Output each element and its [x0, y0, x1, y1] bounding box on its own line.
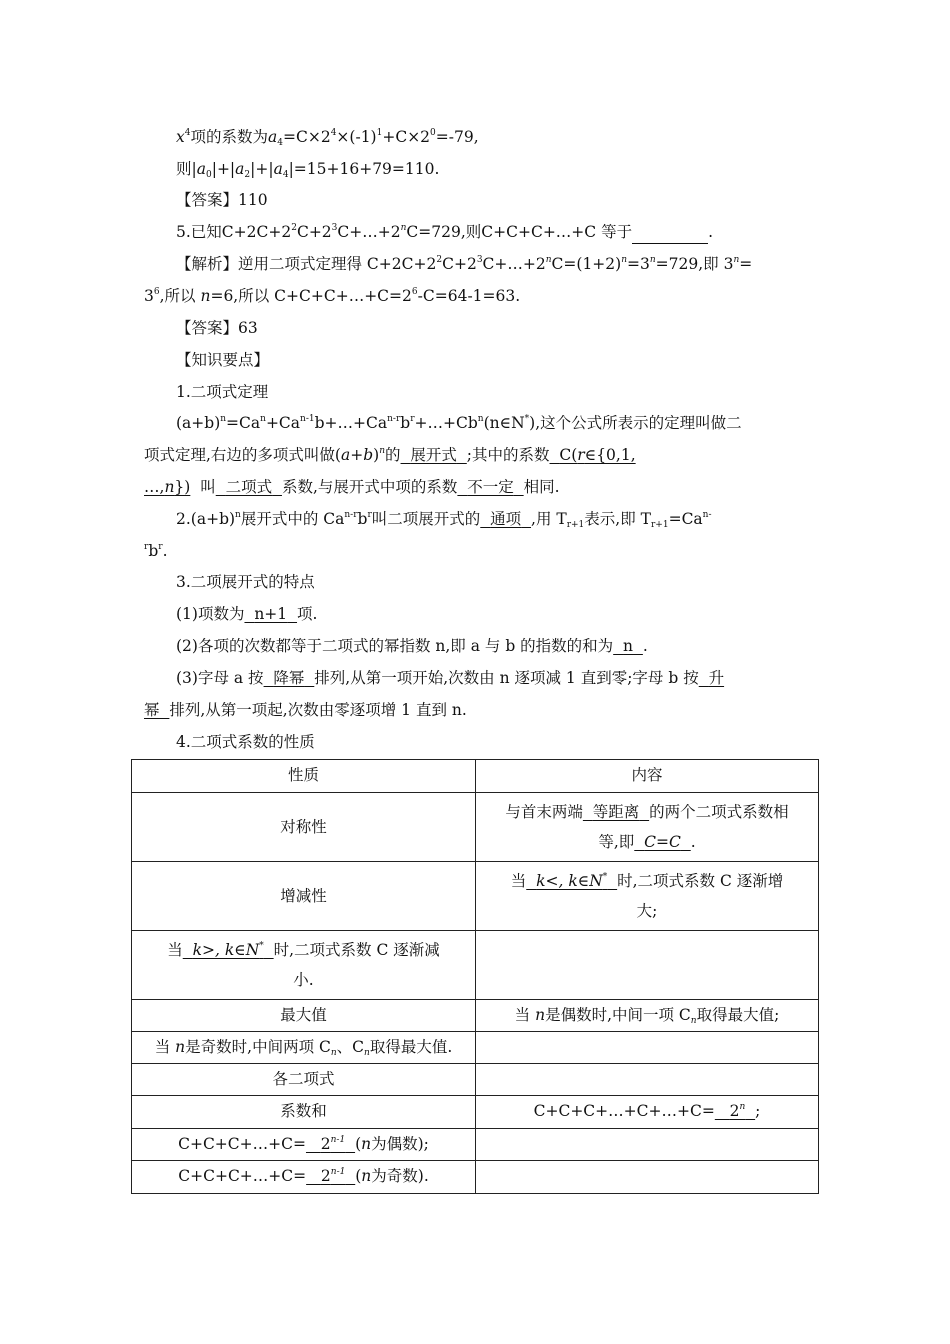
text: b — [400, 414, 411, 432]
table-row — [132, 1096, 819, 1129]
sup: n — [477, 414, 484, 424]
cell-increasing-content — [476, 862, 819, 931]
cell-empty — [476, 1032, 819, 1064]
fill-in-answer — [613, 637, 643, 655]
answer-2: 【答案】63 — [176, 319, 258, 337]
text: a — [196, 160, 206, 178]
sup: 1 — [376, 128, 383, 138]
text: n — [535, 1006, 546, 1024]
table-row — [132, 1161, 819, 1194]
sup: n-1 — [330, 1167, 346, 1177]
section-1-heading: 1.二项式定理 — [176, 383, 269, 401]
text: 与首末两端 — [505, 803, 583, 821]
text: 为偶数); — [371, 1135, 429, 1153]
fill-in-answer — [144, 701, 169, 719]
cell-empty — [476, 931, 819, 1000]
binomial-coefficient-properties-table — [131, 759, 819, 1194]
fill-in-answer — [634, 833, 690, 851]
sup: n — [733, 255, 740, 265]
text: ∈{0,1, — [584, 446, 636, 464]
sup: r — [144, 542, 149, 552]
text: 取得最大值. — [369, 1038, 453, 1056]
sub: n — [364, 1048, 370, 1058]
text: r — [577, 446, 585, 464]
theorem-line-1 — [176, 412, 742, 434]
text: n — [623, 637, 634, 655]
theorem-line-2 — [144, 444, 636, 466]
text: 系数,与展开式中项的系数 — [281, 478, 458, 496]
text: . — [708, 223, 714, 241]
knowledge-points-heading: 【知识要点】 — [176, 351, 270, 369]
line-x4-coefficient — [176, 126, 479, 148]
sup: r — [158, 542, 163, 552]
text: 当 — [514, 1006, 536, 1024]
text: C+C+C+…+C= — [178, 1167, 307, 1185]
fill-in-answer — [144, 478, 190, 496]
text: C+C+C+…+C= — [178, 1135, 306, 1153]
text: 是奇数时,中间两项 C — [185, 1038, 331, 1056]
cell-empty — [476, 1129, 819, 1161]
sup: 0 — [430, 128, 436, 138]
table-row — [132, 862, 819, 931]
sup: n — [235, 510, 241, 520]
text: a — [273, 160, 283, 178]
text: 2.(a+b) — [176, 510, 236, 528]
fill-in-answer — [699, 669, 724, 687]
text: 5.已知C+2C+2 — [176, 223, 292, 241]
text: a — [235, 160, 245, 178]
section-3-heading: 3.二项展开式的特点 — [176, 573, 315, 591]
fill-in-answer — [715, 1102, 755, 1120]
text: 叫 — [200, 478, 216, 496]
text: ( — [355, 1167, 362, 1185]
sup: n — [400, 223, 407, 233]
text: 二项式 — [225, 478, 273, 496]
text: 2 — [320, 1135, 331, 1153]
text: 取得最大值; — [696, 1006, 780, 1024]
text: 当 — [167, 941, 183, 959]
table-row — [132, 1000, 819, 1032]
text: a — [268, 128, 278, 146]
sup: n — [220, 414, 227, 424]
text: ; — [755, 1102, 761, 1120]
text: (n∈N — [483, 414, 525, 432]
cell-symmetry: 对称性 — [132, 793, 476, 862]
text: C+…+2 — [482, 255, 546, 273]
text: 的两个二项式系数相 — [649, 803, 789, 821]
text: |+| — [250, 160, 274, 178]
sub: r+1 — [651, 520, 669, 530]
text: 通项 — [490, 510, 522, 528]
sup: n-1 — [330, 1135, 346, 1145]
text: b — [148, 542, 159, 560]
sup: n — [739, 1102, 746, 1112]
line-abs-sum — [176, 158, 439, 180]
text: x — [176, 128, 185, 146]
text: 表示,即 T — [584, 510, 651, 528]
sup: n — [379, 446, 386, 456]
sup: * — [259, 941, 264, 951]
text: =Ca — [668, 510, 703, 528]
text: 项式定理,右边的多项式叫做( — [144, 446, 341, 464]
sub: 2 — [244, 170, 251, 180]
text: C=(1+2) — [551, 255, 622, 273]
text: =3 — [627, 255, 650, 273]
theorem-line-3 — [144, 476, 560, 498]
fill-in-answer — [583, 803, 649, 821]
property-3-line-2 — [144, 699, 467, 721]
fill-in-answer — [183, 941, 274, 959]
sup: n — [260, 414, 266, 424]
text: ) — [373, 446, 380, 464]
text: =Ca — [226, 414, 261, 432]
sup: n-1 — [300, 414, 315, 424]
question-5 — [176, 221, 713, 244]
text: ( — [355, 1135, 362, 1153]
text: b — [363, 446, 374, 464]
table-row — [132, 1129, 819, 1161]
text: 为奇数). — [371, 1167, 429, 1185]
cell-maximum-odd — [132, 1032, 476, 1064]
sup: n — [621, 255, 627, 265]
text: n — [164, 478, 175, 496]
sup: r — [410, 414, 415, 424]
text: = — [739, 255, 753, 273]
text: 则| — [176, 160, 197, 178]
text: 升 — [708, 669, 725, 687]
cell-empty — [476, 1161, 819, 1194]
text: 2 — [729, 1102, 740, 1120]
text: 项的系数为 — [190, 128, 268, 146]
sup: n — [649, 255, 656, 265]
text: C+C+C+…+C+…+C= — [533, 1102, 715, 1120]
sup: n — [545, 255, 552, 265]
text: (2)各项的次数都等于二项式的幂指数 n,即 a 与 b 的指数的和为 — [176, 637, 614, 655]
sup: 4 — [184, 128, 191, 138]
table-row — [132, 1032, 819, 1064]
text: 【解析】逆用二项式定理得 C+2C+2 — [176, 255, 437, 273]
text: . — [642, 637, 648, 655]
text: C+…+2 — [337, 223, 401, 241]
sup: n- — [702, 510, 712, 520]
text: k>, k∈N — [192, 941, 260, 959]
text: n — [175, 1038, 186, 1056]
sup: * — [524, 414, 530, 424]
text: 当 — [154, 1038, 176, 1056]
cell-maximum-even — [476, 1000, 819, 1032]
fill-in-answer — [480, 510, 531, 528]
text: |+| — [211, 160, 236, 178]
fill-in-answer — [550, 446, 636, 464]
table-row — [132, 760, 819, 793]
text: +Ca — [265, 414, 301, 432]
answer-1: 【答案】110 — [176, 191, 268, 209]
header-property: 性质 — [132, 760, 476, 793]
header-content: 内容 — [476, 760, 819, 793]
answer-blank — [632, 221, 708, 244]
sup: r — [367, 510, 372, 520]
text: n+1 — [254, 605, 288, 623]
text: 等距离 — [592, 803, 640, 821]
text: b — [357, 510, 368, 528]
text: n — [361, 1167, 372, 1185]
section-2-line-2 — [144, 540, 168, 562]
sup: 3 — [476, 255, 483, 265]
sub: 4 — [282, 170, 289, 180]
text: n — [361, 1135, 372, 1153]
text: }) — [174, 478, 191, 496]
text: 排列,从第一项开始,次数由 n 逐项减 1 直到零;字母 b 按 — [314, 669, 699, 687]
text: 是偶数时,中间一项 C — [545, 1006, 691, 1024]
text: +…+Cb — [414, 414, 478, 432]
fill-in-answer — [244, 605, 297, 623]
text: C( — [559, 446, 578, 464]
text: +C×2 — [382, 128, 431, 146]
fill-in-answer — [457, 478, 523, 496]
text: a — [340, 446, 351, 464]
fill-in-answer — [526, 872, 617, 890]
text: (a+b) — [176, 414, 221, 432]
text: n — [200, 287, 211, 305]
section-2-line-1 — [176, 508, 712, 530]
text: 项. — [297, 605, 318, 623]
cell-empty — [476, 1064, 819, 1096]
text: ;其中的系数 — [466, 446, 550, 464]
text: 2 — [320, 1167, 331, 1185]
text: 时,二项式系数 C 逐渐减 — [273, 941, 440, 959]
sup: 6 — [153, 287, 160, 297]
cell-monotonicity: 增减性 — [132, 862, 476, 931]
fill-in-answer — [216, 478, 282, 496]
property-2 — [176, 635, 648, 657]
sub: r+1 — [566, 520, 585, 530]
text: =-79, — [435, 128, 479, 146]
text: b+…+Ca — [314, 414, 388, 432]
cell-coefficient-sum: 系数和 — [132, 1096, 476, 1129]
property-3-line-1 — [176, 667, 724, 689]
cell-sum-even — [132, 1129, 476, 1161]
fill-in-answer — [306, 1167, 355, 1185]
fill-in-answer — [401, 446, 467, 464]
text: 不一定 — [467, 478, 514, 496]
text: =729,即 3 — [655, 255, 734, 273]
sup: n-r — [387, 414, 401, 424]
text: 展开式中的 Ca — [240, 510, 345, 528]
text: -C=64-1=63. — [417, 287, 521, 305]
text: 降幂 — [273, 669, 305, 687]
table-row — [132, 1064, 819, 1096]
table-row — [132, 931, 819, 1000]
cell-decreasing-content — [132, 931, 476, 1000]
section-4-heading: 4.二项式系数的性质 — [176, 733, 315, 751]
text: k<, k∈N — [536, 872, 603, 890]
text: . — [162, 542, 168, 560]
text: ×(-1) — [336, 128, 377, 146]
cell-sum-total — [476, 1096, 819, 1129]
sup: 2 — [436, 255, 443, 265]
sub: 4 — [277, 138, 283, 148]
sup: 3 — [331, 223, 338, 233]
fill-in-answer — [264, 669, 315, 687]
text: =6,所以 C+C+C+…+C=2 — [210, 287, 412, 305]
fill-in-answer — [306, 1135, 355, 1153]
text: 排列,从第一项起,次数由零逐项增 1 直到 n. — [169, 701, 467, 719]
sup: 4 — [330, 128, 337, 138]
text: 的 — [385, 446, 401, 464]
text: (3)字母 a 按 — [176, 669, 264, 687]
text: ,所以 — [159, 287, 201, 305]
sup: n-r — [344, 510, 358, 520]
cell-sum-odd — [132, 1161, 476, 1194]
sub: n — [690, 1016, 697, 1026]
text: 时,二项式系数 C 逐渐增 — [617, 872, 784, 890]
text: …, — [144, 478, 165, 496]
sup: 2 — [291, 223, 297, 233]
table-row — [132, 793, 819, 862]
text: 叫二项展开式的 — [371, 510, 481, 528]
cell-symmetry-content — [476, 793, 819, 862]
sub: 0 — [205, 170, 212, 180]
text: =C×2 — [282, 128, 331, 146]
solution-line-2 — [144, 285, 520, 307]
sup: * — [602, 872, 608, 882]
solution-line-1 — [176, 253, 752, 275]
text: C+2 — [296, 223, 332, 241]
text: 3 — [144, 287, 154, 305]
text: 等,即 — [598, 833, 635, 851]
text: 幂 — [144, 701, 160, 719]
text: . — [690, 833, 696, 851]
property-1 — [176, 603, 317, 625]
text: 展开式 — [410, 446, 457, 464]
text: |=15+16+79=110. — [288, 160, 440, 178]
text: (1)项数为 — [176, 605, 245, 623]
cell-each-binomial: 各二项式 — [132, 1064, 476, 1096]
sup: 6 — [411, 287, 418, 297]
text: 当 — [510, 872, 527, 890]
text: ,用 T — [531, 510, 567, 528]
sub: n — [330, 1048, 337, 1058]
text: C=C — [644, 833, 681, 851]
text: C+2 — [442, 255, 477, 273]
text: 大; — [636, 902, 658, 920]
text: ),这个公式所表示的定理叫做二 — [529, 414, 742, 432]
text: 相同. — [523, 478, 560, 496]
text: 小. — [293, 971, 314, 989]
text: 、C — [336, 1038, 365, 1056]
text: C=729,则C+C+C+…+C 等于 — [406, 223, 633, 241]
cell-maximum: 最大值 — [132, 1000, 476, 1032]
text: + — [350, 446, 364, 464]
